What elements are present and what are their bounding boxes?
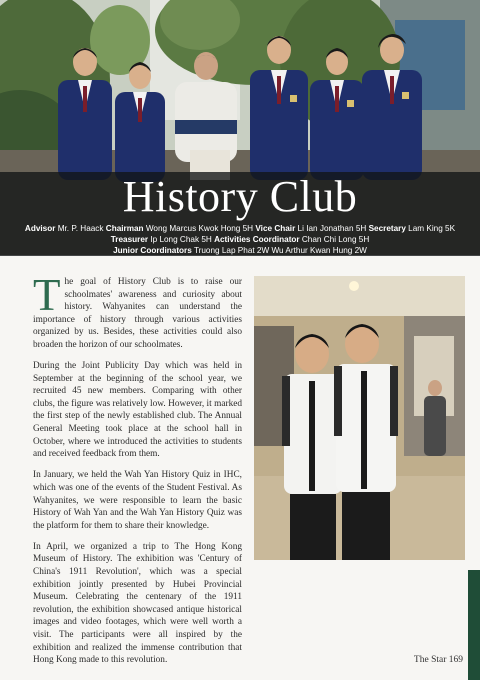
officers-line-2 [8, 234, 472, 245]
role-label: Advisor [24, 224, 56, 233]
page-edge-bar [468, 570, 480, 680]
officer-name: Truong Lap Phat 2W Wu Arthur Kwan Hung 2W [193, 246, 367, 255]
role-label: Vice Chair [255, 224, 296, 233]
officer-name: Wong Marcus Kwok Hong 5H [145, 224, 254, 233]
officer-name: Li Ian Jonathan 5H [297, 224, 367, 233]
officer-name: Lam King 5K [408, 224, 456, 233]
paragraph: The goal of History Club is to raise our schoolmates' awareness and curiosity about history. Wahyanites can understand the importance of history through various activities organized by us. Besides, these activities could also broaden the horizon of our schoolmates. [33, 270, 242, 350]
drop-cap: T [33, 270, 61, 320]
page-title: History Club [122, 172, 358, 221]
paragraph: In January, we held the Wah Yan History Quiz in IHC, which was one of the events of the Student Festival. As Wahyanites, we were responsible to learn the basic History of Wah Yan and the Wah Yan History Quiz was the platform for them to share their knowledge. [33, 470, 242, 531]
officers-line-3 [8, 245, 472, 256]
museum-visit-photo [254, 276, 465, 560]
paragraph: During the Joint Publicity Day which was held in September at the beginning of the school year, we recruited 45 new members. Comparing with other clubs, the figure was relatively low. However, it marked the first step of the newly established club. The Annual General Meeting took place at the school hall in October, where we introduced the activities to students and received feedback from them. [33, 361, 242, 460]
role-label: Activities Coordinator [214, 235, 300, 244]
role-label: Chairman [105, 224, 144, 233]
officer-name: Ip Long Chak 5H [150, 235, 212, 244]
page-footer: The Star 169 [413, 655, 463, 665]
officer-name: Chan Chi Long 5H [301, 235, 370, 244]
article-body [33, 270, 242, 675]
role-label: Treasurer [110, 235, 149, 244]
officers-line-1 [8, 223, 472, 234]
role-label: Junior Coordinators [113, 246, 192, 255]
role-label: Secretary [368, 224, 406, 233]
officer-name: Mr. P. Haack [57, 224, 104, 233]
paragraph: In April, we organized a trip to The Hong Kong Museum of History. The exhibition was 'Century of China's 1911 Revolution', which was a special exhibition jointly presented by Hubei Provincial Museum. Celebrating the centenary of the 1911 revolution, the exhibition showcased antique historical images and video footages, which were well worth a visit. The participants were all inspired by the exhibition and realized the immense contribution that Hong Kong made to this revolution. [33, 541, 242, 666]
